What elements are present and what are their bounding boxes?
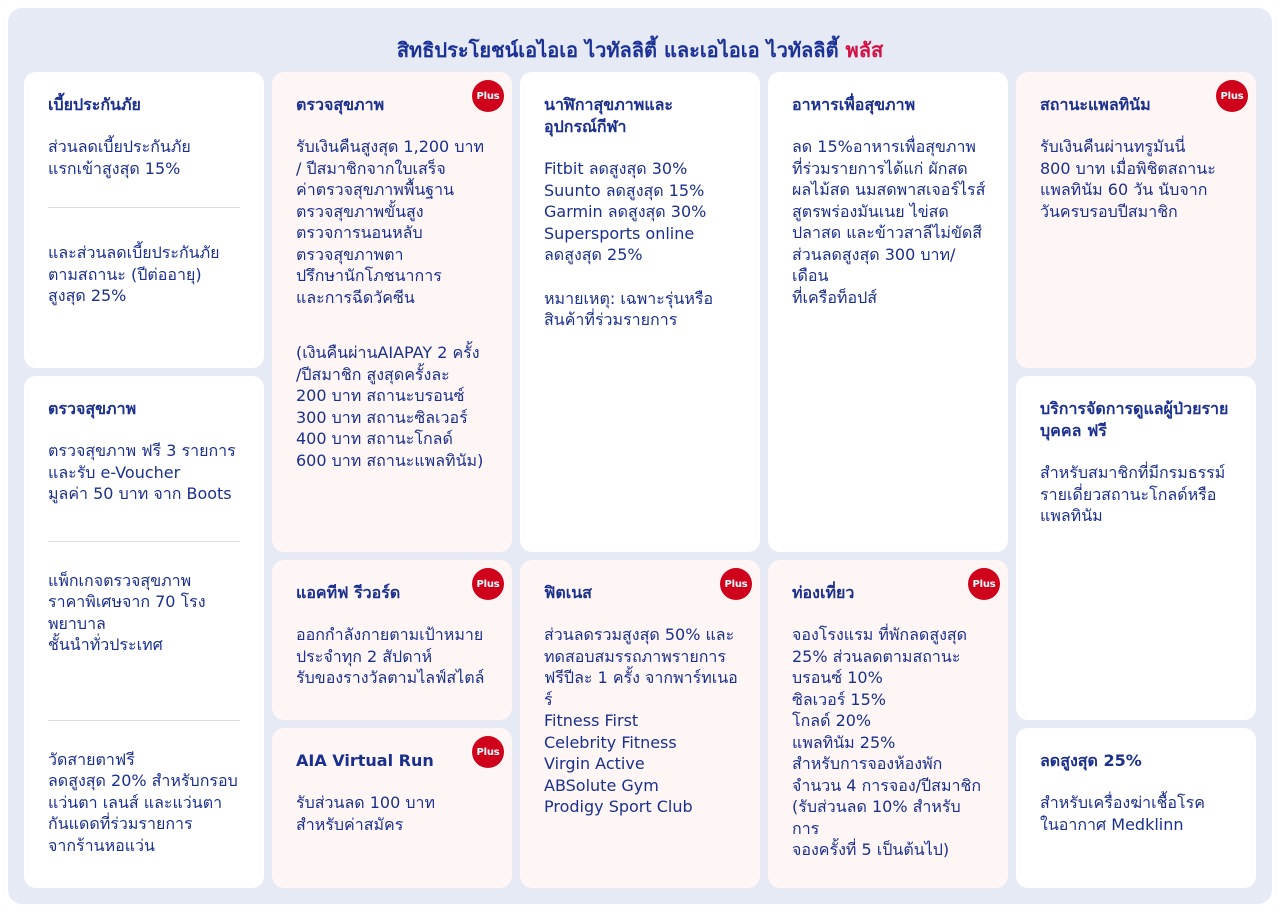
card-text: วัดสายตาฟรี ลดสูงสุด 20% สำหรับกรอบ แว่นตา เลนส์ และแว่นตา กันแดดที่ร่วมรายการ จากร้านหอแว่น xyxy=(48,749,238,855)
card-health-watch xyxy=(520,72,760,552)
card-text: ตรวจสุขภาพ ฟรี 3 รายการ และรับ e-Voucher มูลค่า 50 บาท จาก Boots xyxy=(48,441,236,503)
plus-badge: Plus xyxy=(720,568,752,600)
card-text: จองโรงแรม ที่พักลดสูงสุด 25% ส่วนลดตามสถานะ บรอนซ์ 10% ซิลเวอร์ 15% โกลด์ 20% แพลทินัม 25% สำหรับการจองห้องพัก จำนวน 4 การจอง/ปีสมาชิก (รับส่วนลด 10% สำหรับการ จองครั้งที่ 5 เป็นต้นไป) xyxy=(792,625,982,859)
card-medklinn xyxy=(1016,728,1256,888)
card-title: ท่องเที่ยว xyxy=(792,583,855,602)
card-text: Fitbit ลดสูงสุด 30% Suunto ลดสูงสุด 15% Garmin ลดสูงสุด 30% Supersports online ลดสูงสุด 25% xyxy=(544,159,707,264)
card-healthy-food xyxy=(768,72,1008,552)
card-text: สำหรับสมาชิกที่มีกรมธรรม์ รายเดี่ยวสถานะโกลด์หรือ แพลทินัม xyxy=(1040,463,1226,525)
card-title: อาหารเพื่อสุขภาพ xyxy=(792,95,916,114)
card-insurance xyxy=(24,72,264,368)
card-title: ฟิตเนส xyxy=(544,583,592,602)
plus-badge: Plus xyxy=(968,568,1000,600)
card-text: รับเงินคืนสูงสุด 1,200 บาท / ปีสมาชิกจากใบเสร็จ ค่าตรวจสุขภาพพื้นฐาน ตรวจสุขภาพขั้นสูง ตรวจการนอนหลับ ตรวจสุขภาพตา ปรึกษานักโภชนาการ และการฉีดวัคซีน xyxy=(296,137,485,307)
card-title: นาฬิกาสุขภาพและ อุปกรณ์กีฬา xyxy=(544,95,674,136)
card-title: ตรวจสุขภาพ xyxy=(48,399,137,418)
card-text: ส่วนลดรวมสูงสุด 50% และ ทดสอบสมรรถภาพรายการ ฟรีปีละ 1 ครั้ง จากพาร์ทเนอร์ Fitness First Celebrity Fitness Virgin Active ABSolute Gym Prodigy Sport Club xyxy=(544,625,738,816)
card-title: บริการจัดการดูแลผู้ป่วยราย บุคคล ฟรี xyxy=(1040,399,1229,440)
card-platinum-status xyxy=(1016,72,1256,368)
card-title: แอคทีฟ รีวอร์ด xyxy=(296,583,401,602)
card-title: เบี้ยประกันภัย xyxy=(48,95,141,114)
card-fitness xyxy=(520,560,760,888)
plus-badge: Plus xyxy=(472,736,504,768)
card-text: รับส่วนลด 100 บาท สำหรับค่าสมัคร xyxy=(296,793,436,834)
divider xyxy=(48,541,240,542)
card-text: ส่วนลดเบี้ยประกันภัย แรกเข้าสูงสุด 15% xyxy=(48,137,191,178)
card-text: (เงินคืนผ่านAIAPAY 2 ครั้ง /ปีสมาชิก สูงสุดครั้งละ 200 บาท สถานะบรอนซ์ 300 บาท สถานะซิลเวอร์ 400 บาท สถานะโกลด์ 600 บาท สถานะแพลทินัม) xyxy=(296,343,484,470)
plus-badge: Plus xyxy=(472,80,504,112)
card-virtual-run xyxy=(272,728,512,888)
card-checkup-plus xyxy=(272,72,512,552)
plus-badge: Plus xyxy=(472,568,504,600)
card-title: AIA Virtual Run xyxy=(296,751,434,770)
card-active-rewards xyxy=(272,560,512,720)
card-text: และส่วนลดเบี้ยประกันภัย ตามสถานะ (ปีต่ออายุ) สูงสุด 25% xyxy=(48,243,220,305)
divider xyxy=(48,207,240,208)
card-text: ออกกำลังกายตามเป้าหมาย ประจำทุก 2 สัปดาห์ รับของรางวัลตามไลฟ์สไตล์ xyxy=(296,625,485,687)
card-travel xyxy=(768,560,1008,888)
page-title xyxy=(0,34,1280,66)
card-title: ตรวจสุขภาพ xyxy=(296,95,385,114)
card-text: สำหรับเครื่องฆ่าเชื้อโรค ในอากาศ Medklinn xyxy=(1040,793,1205,834)
card-title: สถานะแพลทินัม xyxy=(1040,95,1151,114)
card-checkup-free xyxy=(24,376,264,888)
card-text: ลด 15%อาหารเพื่อสุขภาพ ที่ร่วมรายการได้แก่ ผักสด ผลไม้สด นมสดพาสเจอร์ไรส์ สูตรพร่องมันเนย ไข่สด ปลาสด และข้าวสาลีไม่ขัดสี ส่วนลดสูงสุด 300 บาท/เดือน ที่เครือท็อปส์ xyxy=(792,137,986,307)
card-patient-care xyxy=(1016,376,1256,720)
title-main: สิทธิประโยชน์เอไอเอ ไวทัลลิตี้ และเอไอเอ ไวทัลลิตี้ xyxy=(396,38,846,62)
card-text: รับเงินคืนผ่านทรูมันนี่ 800 บาท เมื่อพิชิตสถานะ แพลทินัม 60 วัน นับจาก วันครบรอบปีสมาชิก xyxy=(1040,137,1216,221)
card-title: ลดสูงสุด 25% xyxy=(1040,751,1142,770)
divider xyxy=(48,720,240,721)
card-text: หมายเหตุ: เฉพาะรุ่นหรือ สินค้าที่ร่วมรายการ xyxy=(544,288,714,329)
title-plus: พลัส xyxy=(845,38,884,62)
plus-badge: Plus xyxy=(1216,80,1248,112)
card-text: แพ็กเกจตรวจสุขภาพ ราคาพิเศษจาก 70 โรงพยาบาล ชั้นนำทั่วประเทศ xyxy=(48,570,206,654)
